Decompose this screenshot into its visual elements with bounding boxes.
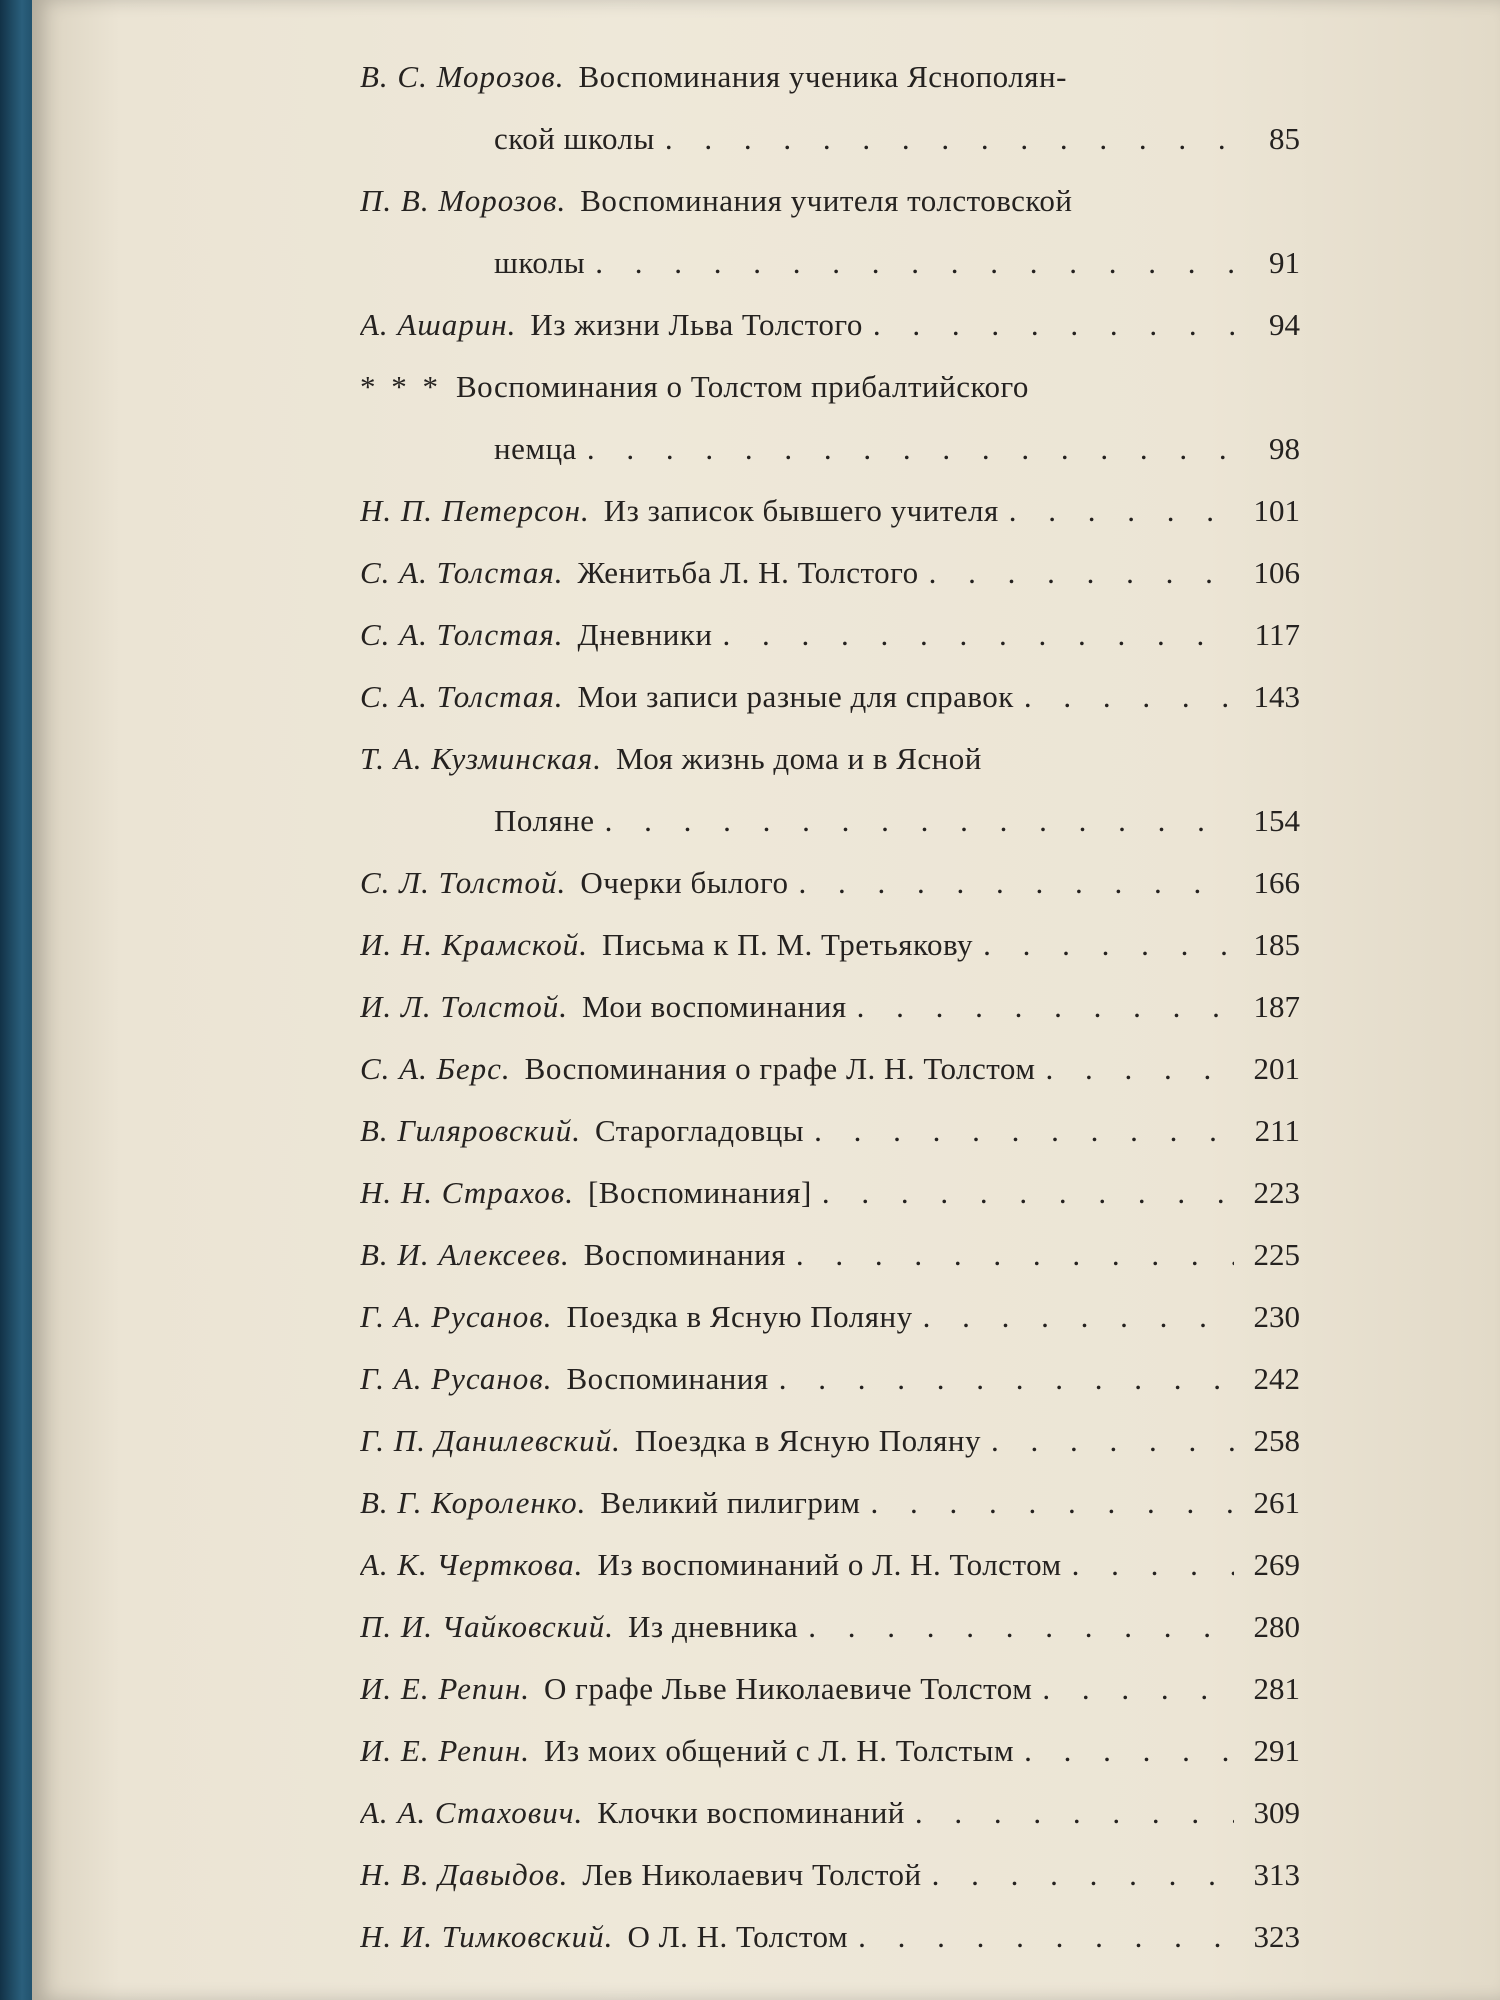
anonymous-author-stars: * * * [360, 369, 442, 404]
entry-title: Воспоминания учителя толстовской [580, 183, 1073, 218]
entry-title: Мои воспоминания [582, 989, 847, 1024]
leader-dots [587, 418, 1234, 480]
page-number: 154 [1253, 803, 1300, 838]
entry-title: Женитьба Л. Н. Толстого [577, 555, 919, 590]
entry-author: С. Л. Толстой. [360, 865, 567, 900]
toc-entry [360, 1844, 1300, 1906]
entry-author: Г. А. Русанов. [360, 1299, 553, 1334]
entry-author: С. А. Толстая. [360, 617, 564, 652]
leader-dots [808, 1596, 1234, 1658]
entry-title: Моя жизнь дома и в Ясной [615, 741, 982, 776]
toc-entry [360, 1596, 1300, 1658]
toc-entry [360, 1906, 1300, 1968]
entry-title: Великий пилигрим [600, 1485, 861, 1520]
entry-title-continued: немца [494, 431, 577, 466]
toc-entry [360, 542, 1300, 604]
entry-title: Из моих общений с Л. Н. Толстым [544, 1733, 1015, 1768]
leader-dots [814, 1100, 1234, 1162]
entry-title: Дневники [577, 617, 713, 652]
page-number: 223 [1253, 1175, 1300, 1210]
page-number: 106 [1253, 555, 1300, 590]
toc-entry [360, 852, 1300, 914]
entry-title: Воспоминания о графе Л. Н. Толстом [524, 1051, 1036, 1086]
entry-author: И. Н. Крамской. [360, 927, 588, 962]
toc-entry [360, 46, 1300, 170]
entry-author: Г. П. Данилевский. [360, 1423, 621, 1458]
page-number: 291 [1253, 1733, 1300, 1768]
leader-dots [1045, 1038, 1234, 1100]
page-number: 101 [1253, 493, 1300, 528]
leader-dots [871, 1472, 1234, 1534]
page-number: 269 [1253, 1547, 1300, 1582]
page-number: 201 [1253, 1051, 1300, 1086]
toc-entry [360, 1534, 1300, 1596]
leader-dots [932, 1844, 1234, 1906]
leader-dots [857, 976, 1234, 1038]
toc-entry [360, 666, 1300, 728]
leader-dots [1072, 1534, 1234, 1596]
page-number: 258 [1253, 1423, 1300, 1458]
entry-author: Н. П. Петерсон. [360, 493, 590, 528]
entry-title: О графе Льве Николаевиче Толстом [544, 1671, 1033, 1706]
entry-title: Из жизни Льва Толстого [530, 307, 863, 342]
leader-dots [858, 1906, 1234, 1968]
entry-title: Воспоминания о Толстом прибалтийского [456, 369, 1029, 404]
entry-author: А. А. Стахович. [360, 1795, 584, 1830]
entry-author: П. И. Чайковский. [360, 1609, 615, 1644]
toc-entry [360, 1100, 1300, 1162]
leader-dots [983, 914, 1234, 976]
page-number: 94 [1269, 307, 1300, 342]
entry-author: Н. В. Давыдов. [360, 1857, 569, 1892]
toc-entry [360, 1720, 1300, 1782]
page-number: 211 [1254, 1113, 1300, 1148]
toc-entry [360, 1658, 1300, 1720]
entry-author: И. Е. Репин. [360, 1671, 531, 1706]
entry-author: Н. И. Тимковский. [360, 1919, 614, 1954]
page-number: 143 [1253, 679, 1300, 714]
leader-dots [1024, 666, 1234, 728]
leader-dots [822, 1162, 1234, 1224]
entry-title-continued: Поляне [494, 803, 595, 838]
page-number: 91 [1269, 245, 1300, 280]
toc-entry [360, 480, 1300, 542]
page-number: 117 [1254, 617, 1300, 652]
page-number: 313 [1253, 1857, 1300, 1892]
page-number: 323 [1253, 1919, 1300, 1954]
book-page [32, 0, 1500, 2000]
leader-dots [723, 604, 1234, 666]
entry-title: Из записок бывшего учителя [603, 493, 999, 528]
entry-title: Воспоминания ученика Яснополян- [578, 59, 1067, 94]
entry-title: Воспоминания [566, 1361, 769, 1396]
entry-title: Из воспоминаний о Л. Н. Толстом [597, 1547, 1062, 1582]
entry-title: О Л. Н. Толстом [627, 1919, 849, 1954]
page-number: 280 [1253, 1609, 1300, 1644]
entry-author: Н. Н. Страхов. [360, 1175, 574, 1210]
page-number: 225 [1253, 1237, 1300, 1272]
leader-dots [1024, 1720, 1234, 1782]
toc-entry [360, 294, 1300, 356]
toc-entry [360, 1410, 1300, 1472]
entry-author: П. В. Морозов. [360, 183, 567, 218]
entry-author: В. Г. Короленко. [360, 1485, 587, 1520]
toc-entry [360, 1472, 1300, 1534]
leader-dots [595, 232, 1234, 294]
table-of-contents [360, 46, 1300, 1968]
toc-entry [360, 1224, 1300, 1286]
toc-entry [360, 914, 1300, 976]
page-number: 187 [1253, 989, 1300, 1024]
leader-dots [923, 1286, 1234, 1348]
toc-entry [360, 976, 1300, 1038]
entry-title: Из дневника [628, 1609, 799, 1644]
toc-entry [360, 604, 1300, 666]
entry-title: Клочки воспоминаний [597, 1795, 905, 1830]
page-number: 230 [1253, 1299, 1300, 1334]
entry-title: Письма к П. М. Третьякову [601, 927, 974, 962]
page-number: 166 [1253, 865, 1300, 900]
entry-author: С. А. Толстая. [360, 679, 564, 714]
leader-dots [779, 1348, 1234, 1410]
page-number: 242 [1253, 1361, 1300, 1396]
leader-dots [605, 790, 1234, 852]
entry-author: В. С. Морозов. [360, 59, 565, 94]
entry-title: Мои записи разные для справок [577, 679, 1014, 714]
toc-entry [360, 1162, 1300, 1224]
toc-entry [360, 728, 1300, 852]
page-number: 261 [1253, 1485, 1300, 1520]
entry-title: Очерки былого [580, 865, 789, 900]
entry-title-continued: ской школы [494, 121, 655, 156]
entry-title-continued: школы [494, 245, 586, 280]
entry-title: Поездка в Ясную Поляну [634, 1423, 981, 1458]
toc-entry [360, 1286, 1300, 1348]
leader-dots [1009, 480, 1234, 542]
entry-author: А. К. Черткова. [360, 1547, 584, 1582]
toc-entry [360, 356, 1300, 480]
leader-dots [991, 1410, 1234, 1472]
entry-title: Старогладовцы [594, 1113, 805, 1148]
page-number: 85 [1269, 121, 1300, 156]
leader-dots [929, 542, 1234, 604]
toc-entry [360, 170, 1300, 294]
entry-title: Поездка в Ясную Поляну [566, 1299, 913, 1334]
page-number: 281 [1253, 1671, 1300, 1706]
leader-dots [873, 294, 1234, 356]
entry-author: И. Л. Толстой. [360, 989, 569, 1024]
leader-dots [665, 108, 1234, 170]
entry-author: Г. А. Русанов. [360, 1361, 553, 1396]
page-number: 185 [1253, 927, 1300, 962]
entry-author: С. А. Берс. [360, 1051, 511, 1086]
entry-title: Воспоминания [583, 1237, 786, 1272]
entry-title: [Воспоминания] [587, 1175, 812, 1210]
leader-dots [1042, 1658, 1234, 1720]
entry-title: Лев Николаевич Толстой [582, 1857, 922, 1892]
entry-author: С. А. Толстая. [360, 555, 564, 590]
page-number: 309 [1253, 1795, 1300, 1830]
entry-author: В. Гиляровский. [360, 1113, 581, 1148]
leader-dots [798, 852, 1234, 914]
entry-author: В. И. Алексеев. [360, 1237, 570, 1272]
entry-author: И. Е. Репин. [360, 1733, 531, 1768]
leader-dots [796, 1224, 1234, 1286]
toc-entry [360, 1038, 1300, 1100]
toc-entry [360, 1782, 1300, 1844]
entry-author: Т. А. Кузминская. [360, 741, 602, 776]
toc-entry [360, 1348, 1300, 1410]
leader-dots [915, 1782, 1234, 1844]
page-number: 98 [1269, 431, 1300, 466]
entry-author: А. Ашарин. [360, 307, 517, 342]
